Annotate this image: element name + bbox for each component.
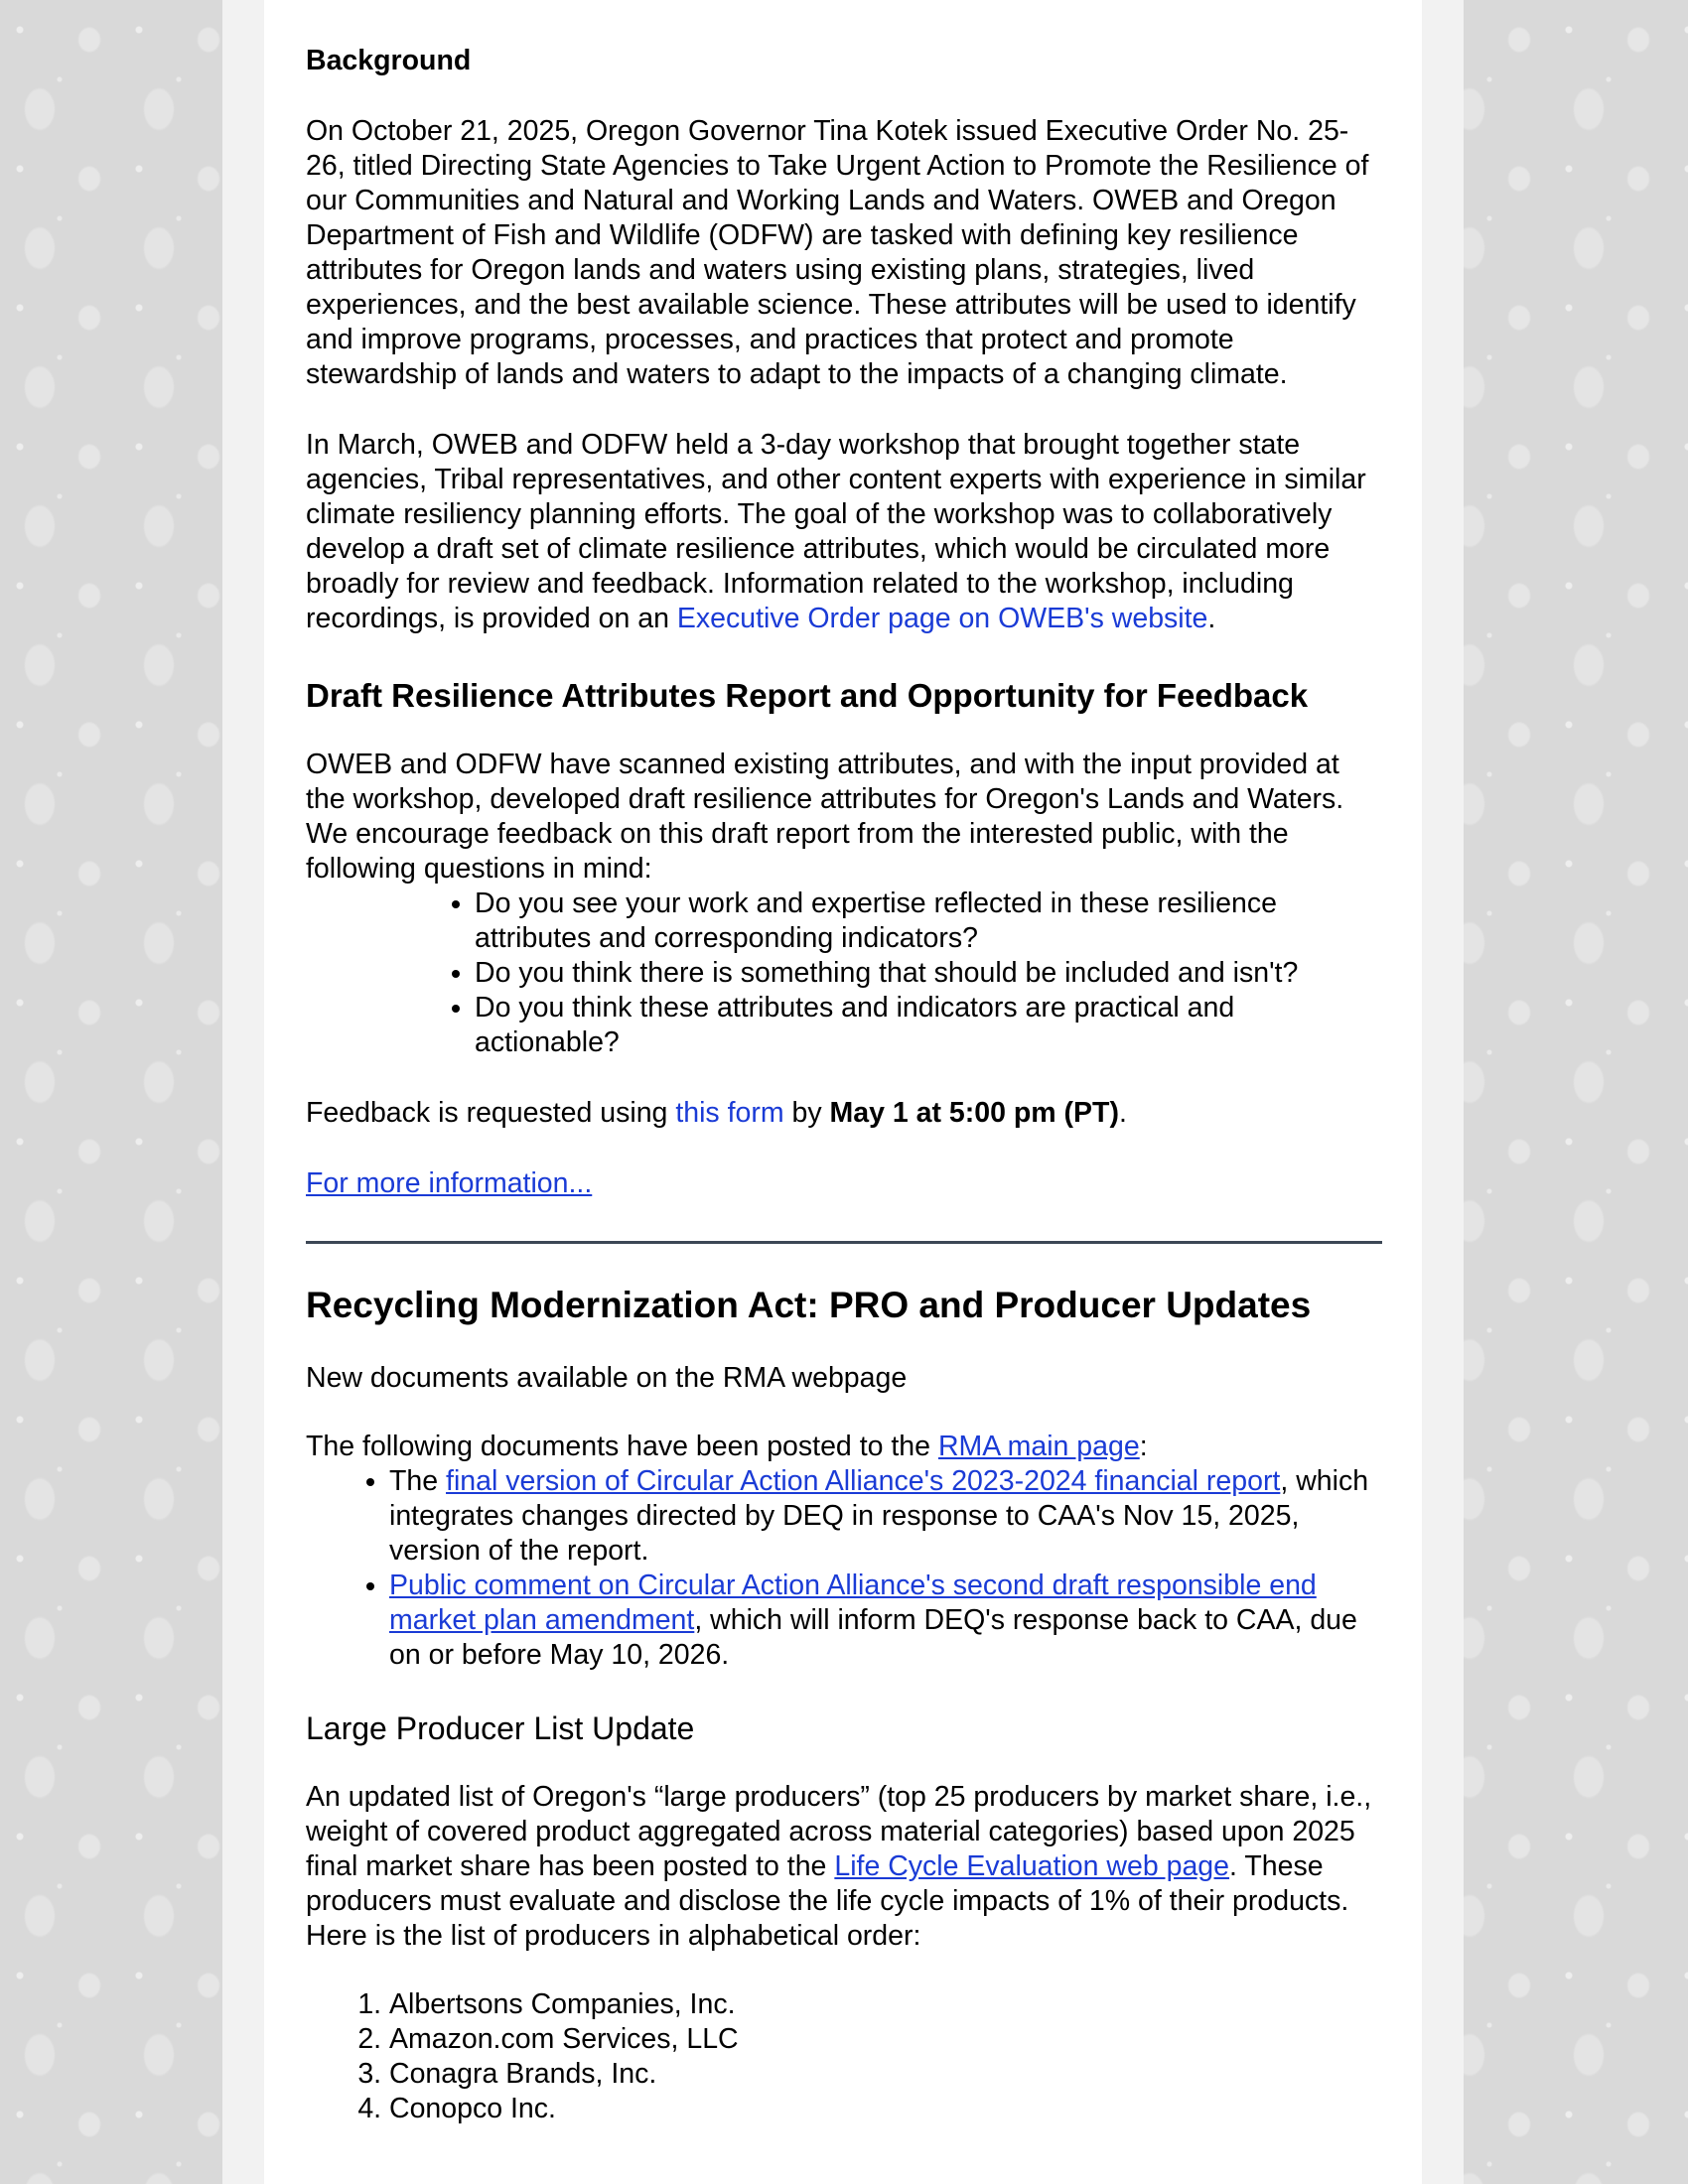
rma-documents-list (306, 1464, 1382, 1673)
list-item: • Do you see your work and expertise reflected in these resilience attributes and corresponding indicators? (475, 887, 1382, 956)
list-item: 3. Conagra Brands, Inc. (389, 2057, 1382, 2092)
large-producer-paragraph: An updated list of Oregon's “large producers” (top 25 producers by market share, i.e., weight of covered product aggregated across material categories) based upon 2025 final market share has been posted to the Life Cycle Evaluation web page. These producers must evaluate and disclose the life cycle impacts of 1% of their products. Here is the list of producers in alphabetical order: (306, 1781, 1372, 1952)
list-item: • Public comment on Circular Action Alliance's second draft responsible end market plan amendment, which will inform DEQ's response back to CAA, due on or before May 10, 2026. (389, 1569, 1382, 1673)
feedback-request: Feedback is requested using this form by May 1 at 5:00 pm (PT). (306, 1097, 1127, 1129)
list-item: • Do you think these attributes and indicators are practical and actionable? (475, 991, 1382, 1060)
caa-financial-report-link[interactable]: final version of Circular Action Alliance's 2023-2024 financial report (446, 1465, 1281, 1497)
feedback-questions-list (306, 887, 1382, 1060)
rma-subtitle: New documents available on the RMA webpage (306, 1362, 908, 1394)
list-item: • The final version of Circular Action Alliance's 2023-2024 financial report, which integrates changes directed by DEQ in response to CAA's Nov 15, 2025, version of the report. (389, 1464, 1382, 1569)
executive-order-link[interactable]: Executive Order page on OWEB's website (676, 603, 1208, 634)
draft-intro: OWEB and ODFW have scanned existing attributes, and with the input provided at the workshop, developed draft resilience attributes for Oregon's Lands and Waters. We encourage feedback on this draft report from the interested public, with the following questions in mind: (306, 749, 1344, 885)
newsletter-content (306, 44, 1382, 2126)
feedback-form-link[interactable]: this form (675, 1097, 784, 1129)
newsletter-card (264, 0, 1422, 2184)
rma-main-page-link[interactable]: RMA main page (937, 1431, 1140, 1462)
list-item: 1. Albertsons Companies, Inc. (389, 1987, 1382, 2022)
draft-report-heading: Draft Resilience Attributes Report and Opportunity for Feedback (306, 677, 1309, 714)
end-market-plan-comment-link[interactable]: Public comment on Circular Action Alliance's second draft responsible end market plan amendment (389, 1570, 1317, 1636)
page-gutter (222, 0, 1464, 2184)
background-paragraph-2: In March, OWEB and ODFW held a 3-day workshop that brought together state agencies, Tribal representatives, and other content experts with experience in similar climate resiliency planning efforts. The goal of the workshop was to collaboratively develop a draft set of climate resilience attributes, which would be circulated more broadly for review and feedback. Information related to the workshop, including recordings, is provided on an Executive Order page on OWEB's website. (306, 429, 1366, 634)
feedback-deadline: May 1 at 5:00 pm (PT) (829, 1097, 1119, 1129)
more-information-link[interactable]: For more information... (306, 1167, 593, 1199)
background-paragraph-1: On October 21, 2025, Oregon Governor Tina Kotek issued Executive Order No. 25-26, titled Directing State Agencies to Take Urgent Action to Promote the Resilience of our Communities and Natural and Working Lands and Waters. OWEB and Oregon Department of Fish and Wildlife (ODFW) are tasked with defining key resilience attributes for Oregon lands and waters using existing plans, strategies, lived experiences, and the best available science. These attributes will be used to identify and improve programs, processes, and practices that protect and promote stewardship of lands and waters to adapt to the impacts of a changing climate. (306, 115, 1369, 390)
life-cycle-evaluation-link[interactable]: Life Cycle Evaluation web page (834, 1850, 1230, 1882)
large-producer-heading: Large Producer List Update (306, 1710, 695, 1746)
producer-list (306, 1987, 1382, 2126)
background-heading: Background (306, 45, 472, 76)
list-item: 4. Conopco Inc. (389, 2092, 1382, 2126)
list-item: • Do you think there is something that should be included and isn't? (475, 956, 1382, 991)
rma-heading: Recycling Modernization Act: PRO and Producer Updates (306, 1285, 1312, 1325)
list-item: 2. Amazon.com Services, LLC (389, 2022, 1382, 2057)
rma-posted-line: The following documents have been posted to the RMA main page: (306, 1431, 1148, 1462)
